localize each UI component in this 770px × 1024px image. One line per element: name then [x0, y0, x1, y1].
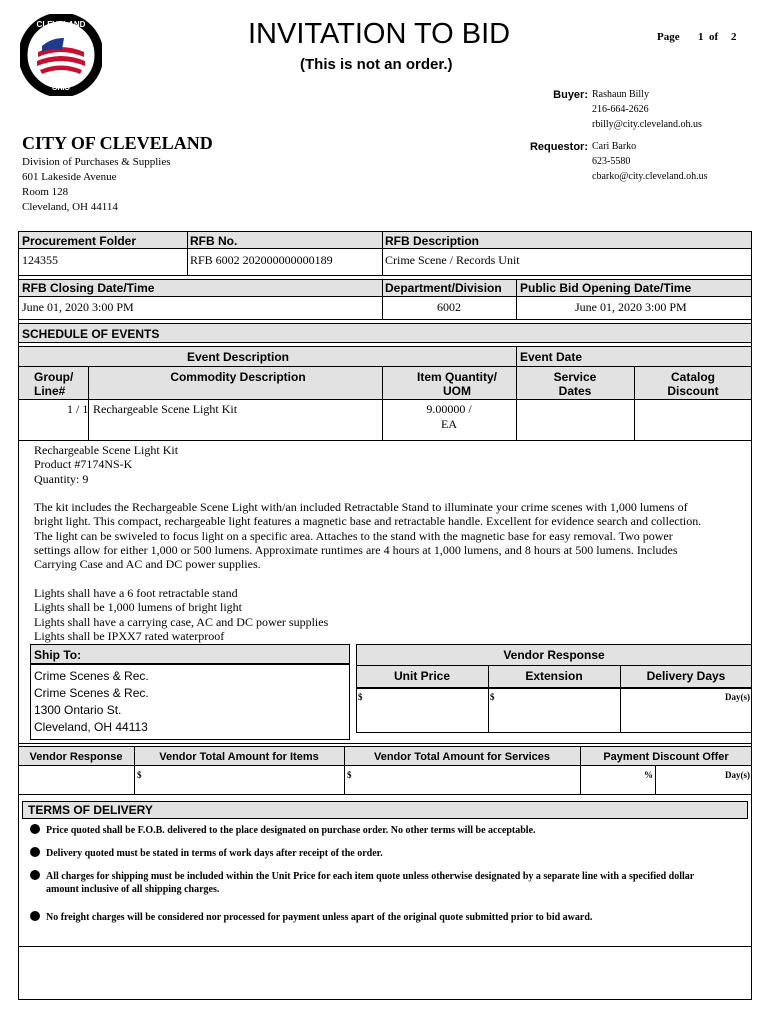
commodity-description-label: Commodity Description — [170, 370, 306, 384]
extension-field[interactable] — [490, 692, 618, 730]
group-label: Group/ — [34, 370, 74, 384]
service-dates-label — [516, 370, 634, 398]
requestor-phone: 623-5580 — [592, 156, 631, 167]
bid-opening-label: Public Bid Opening Date/Time — [520, 281, 692, 295]
extension-label: Extension — [525, 669, 583, 683]
total-items-field[interactable] — [137, 770, 341, 792]
item-quantity-label-2: UOM — [443, 384, 471, 398]
document-title: INVITATION TO BID — [248, 18, 511, 50]
catalog-discount-label — [634, 370, 752, 398]
ship-to-line: Crime Scenes & Rec. — [34, 669, 149, 683]
rfb-no-value: RFB 6002 202000000000189 — [190, 253, 333, 267]
page-total: 2 — [731, 31, 737, 43]
description-line: The light can be swiveled to focus light on a specific area. Attaches to the stand with the magnetic base for easy removal. Two power — [34, 528, 673, 543]
line-label: Line# — [34, 384, 66, 398]
line-number: 1 / 1 — [67, 402, 89, 416]
page-number: 1 — [698, 31, 704, 43]
rfb-description-label: RFB Description — [385, 234, 480, 248]
requirement-line: Lights shall be 1,000 lumens of bright light — [34, 600, 242, 615]
terms-item: All charges for shipping must be included within the Unit Price for each item quote unless otherwise designated by a separate line with a specified dollar amount inclusive of all shipping charges. — [30, 870, 730, 896]
document-subtitle: (This is not an order.) — [300, 56, 453, 73]
total-services-label: Vendor Total Amount for Services — [373, 751, 551, 763]
bid-opening-value: June 01, 2020 3:00 PM — [575, 300, 687, 314]
commodity-description: Rechargeable Scene Light Kit — [93, 402, 238, 416]
requirement-line: Lights shall be IPXX7 rated waterproof — [34, 628, 225, 643]
totals-vendor-response-label: Vendor Response — [29, 751, 123, 763]
bullet-icon — [30, 824, 40, 834]
total-services-field[interactable] — [347, 770, 577, 792]
requestor-name: Cari Barko — [592, 141, 637, 152]
ship-to-line: Cleveland, OH 44113 — [34, 720, 148, 734]
delivery-days-label: Delivery Days — [646, 669, 726, 683]
description-line: settings allow for either 1,000 or 500 lumens. Approximate runtimes are 4 hours at 1,000 lumens, and 8 hours at 500 lumens. Includes — [34, 542, 678, 557]
buyer-info — [592, 87, 702, 132]
item-quantity — [382, 402, 516, 432]
requirement-line: Lights shall have a carrying case, AC and DC power supplies — [34, 614, 329, 629]
org-address-line: 601 Lakeside Avenue — [22, 171, 117, 183]
days-unit: Day(s) — [725, 770, 750, 780]
description-line: Carrying Case and AC and DC power supplies. — [34, 557, 261, 572]
percent-sign: % — [644, 770, 653, 780]
vendor-response-label: Vendor Response — [503, 648, 605, 662]
discount-label: Discount — [667, 384, 719, 398]
bullet-icon — [30, 847, 40, 857]
quantity-value: 9.00000 / — [426, 402, 472, 416]
bullet-icon — [30, 911, 40, 921]
buyer-name: Rashaun Billy — [592, 89, 649, 100]
event-description-label: Event Description — [186, 350, 290, 364]
service-label: Service — [553, 370, 597, 384]
unit-price-field[interactable] — [358, 692, 486, 730]
org-name: CITY OF CLEVELAND — [22, 133, 213, 153]
description-line: Product #7174NS-K — [34, 457, 133, 472]
description-line: Quantity: 9 — [34, 471, 89, 486]
rfb-description-value: Crime Scene / Records Unit — [385, 253, 520, 267]
department-label: Department/Division — [385, 281, 502, 295]
city-seal — [20, 14, 102, 96]
total-items-label: Vendor Total Amount for Items — [159, 751, 319, 763]
group-line-label — [34, 370, 73, 398]
discount-days-field[interactable] — [658, 770, 750, 792]
bullet-icon — [30, 870, 40, 880]
page-label: Page — [657, 31, 680, 43]
event-date-label: Event Date — [520, 350, 583, 364]
product-description — [34, 500, 749, 571]
org-address-line: Division of Purchases & Supplies — [22, 156, 171, 168]
requestor-email: cbarko@city.cleveland.oh.us — [592, 171, 708, 182]
item-quantity-label — [390, 370, 524, 398]
svg-text:CLEVELAND: CLEVELAND — [36, 20, 86, 29]
catalog-label: Catalog — [670, 370, 715, 384]
totals-vendor-response-field[interactable] — [20, 768, 132, 792]
buyer-label: Buyer: — [553, 89, 588, 101]
ship-to-label: Ship To: — [34, 648, 82, 662]
dates-label: Dates — [558, 384, 592, 398]
requirement-line: Lights shall have a 6 foot retractable stand — [34, 586, 238, 600]
product-requirements — [34, 586, 749, 643]
dollar-sign: $ — [137, 770, 142, 780]
buyer-phone: 216-664-2626 — [592, 104, 649, 115]
closing-date-label: RFB Closing Date/Time — [22, 281, 155, 295]
description-line: bright light. This compact, rechargeable light features a magnetic base and retractable handle. Excellent for evidence search and collection. — [34, 514, 702, 529]
payment-discount-label: Payment Discount Offer — [603, 751, 729, 763]
unit-price-label: Unit Price — [393, 669, 450, 683]
org-address — [22, 155, 171, 215]
requestor-label: Requestor: — [529, 141, 588, 153]
delivery-days-field[interactable] — [622, 692, 750, 730]
ship-to-line: 1300 Ontario St. — [34, 703, 122, 717]
requestor-info — [592, 139, 707, 184]
department-value: 6002 — [437, 300, 461, 314]
days-unit: Day(s) — [725, 692, 750, 702]
product-summary — [34, 443, 749, 486]
discount-percent-field[interactable] — [583, 770, 653, 792]
ship-to-line: Crime Scenes & Rec. — [34, 686, 149, 700]
description-line: Rechargeable Scene Light Kit — [34, 443, 179, 457]
procurement-folder-value: 124355 — [22, 253, 58, 267]
svg-text:OHIO: OHIO — [52, 85, 70, 92]
org-address-line: Room 128 — [22, 186, 69, 198]
description-line: The kit includes the Rechargeable Scene Light with/an included Retractable Stand to illuminate your crime scenes with 1,000 lumens of — [34, 500, 688, 514]
item-quantity-label-1: Item Quantity/ — [416, 370, 497, 384]
schedule-title: SCHEDULE OF EVENTS — [22, 327, 160, 341]
dollar-sign: $ — [490, 692, 495, 702]
closing-date-value: June 01, 2020 3:00 PM — [22, 300, 134, 314]
terms-item: Delivery quoted must be stated in terms of work days after receipt of the order. — [30, 847, 730, 860]
procurement-folder-label: Procurement Folder — [22, 234, 137, 248]
buyer-email: rbilly@city.cleveland.oh.us — [592, 119, 702, 130]
terms-title: TERMS OF DELIVERY — [28, 803, 153, 817]
rfb-no-label: RFB No. — [190, 234, 238, 248]
dollar-sign: $ — [347, 770, 352, 780]
page-of: of — [709, 31, 719, 43]
ship-to-address — [34, 668, 149, 736]
terms-item: No freight charges will be considered nor processed for payment unless apart of the original quote submitted prior to bid award. — [30, 911, 730, 924]
terms-item: Price quoted shall be F.O.B. delivered to the place designated on purchase order. No other terms will be acceptable. — [30, 824, 730, 837]
uom-value: EA — [441, 417, 457, 431]
dollar-sign: $ — [358, 692, 363, 702]
org-address-line: Cleveland, OH 44114 — [22, 201, 118, 213]
